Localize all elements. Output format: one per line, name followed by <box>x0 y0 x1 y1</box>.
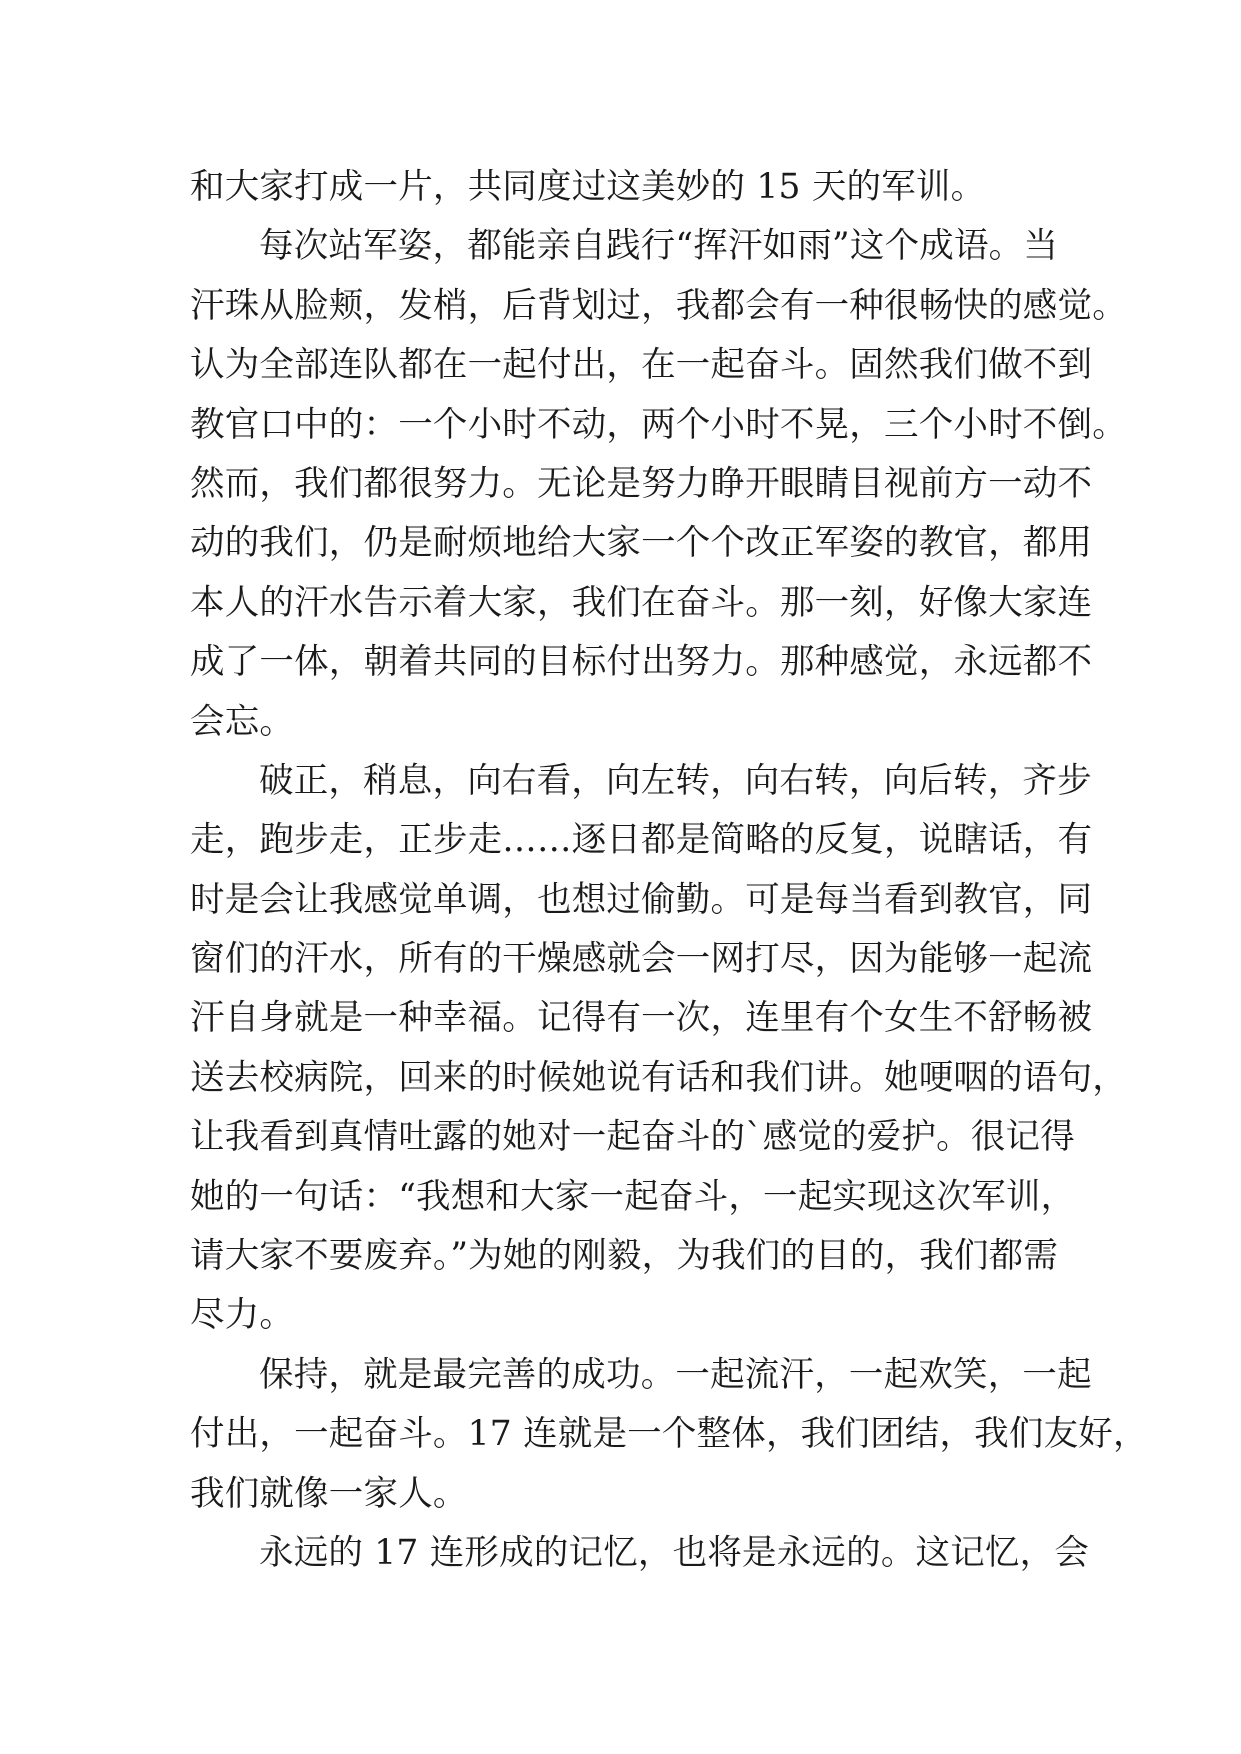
text-line: 她的一句话：“我想和大家一起奋斗，一起实现这次军训， <box>190 1176 1076 1217</box>
text-line: 让我看到真情吐露的她对一起奋斗的`感觉的爱护。很记得 <box>190 1117 1075 1158</box>
text-line: 成了一体，朝着共同的目标付出努力。那种感觉，永远都不 <box>190 642 1093 683</box>
text-line: 动的我们，仍是耐烦地给大家一个个改正军姿的教官，都用 <box>190 523 1093 564</box>
text-line: 本人的汗水告示着大家，我们在奋斗。那一刻，好像大家连 <box>190 582 1093 623</box>
text-line: 汗自身就是一种幸福。记得有一次，连里有个女生不舒畅被 <box>190 998 1093 1039</box>
paragraph-first-line: 每次站军姿，都能亲自践行“挥汗如雨”这个成语。当 <box>259 226 1059 267</box>
text-line: 付出，一起奋斗。17 连就是一个整体，我们团结，我们友好， <box>190 1414 1148 1455</box>
text-line: 然而，我们都很努力。无论是努力睁开眼睛目视前方一动不 <box>190 463 1093 504</box>
text-line: 教官口中的：一个小时不动，两个小时不晃，三个小时不倒。 <box>190 404 1127 445</box>
text-line: 尽力。 <box>190 1295 295 1336</box>
body-text <box>190 158 1148 1583</box>
text-line: 会忘。 <box>190 701 295 742</box>
paragraph-first-line: 永远的 17 连形成的记忆，也将是永远的。这记忆，会 <box>259 1532 1090 1573</box>
paragraph-first-line: 保持，就是最完善的成功。一起流汗，一起欢笑，一起 <box>259 1354 1092 1395</box>
text-line: 汗珠从脸颊，发梢，后背划过，我都会有一种很畅快的感觉。 <box>190 285 1127 326</box>
text-line: 送去校病院，回来的时候她说有话和我们讲。她哽咽的语句， <box>190 1057 1127 1098</box>
text-line: 和大家打成一片，共同度过这美妙的 15 天的军训。 <box>190 167 986 207</box>
text-line: 时是会让我感觉单调，也想过偷勤。可是每当看到教官，同 <box>190 879 1093 920</box>
text-line: 我们就像一家人。 <box>190 1473 468 1514</box>
text-line: 认为全部连队都在一起付出，在一起奋斗。固然我们做不到 <box>190 345 1093 386</box>
text-line: 窗们的汗水，所有的干燥感就会一网打尽，因为能够一起流 <box>190 939 1093 980</box>
text-line: 请大家不要废弃。”为她的刚毅，为我们的目的，我们都需 <box>190 1236 1059 1277</box>
text-line: 走，跑步走，正步走……逐日都是简略的反复，说瞎话，有 <box>190 820 1093 861</box>
paragraph-first-line: 破正，稍息，向右看，向左转，向右转，向后转，齐步 <box>259 760 1092 801</box>
